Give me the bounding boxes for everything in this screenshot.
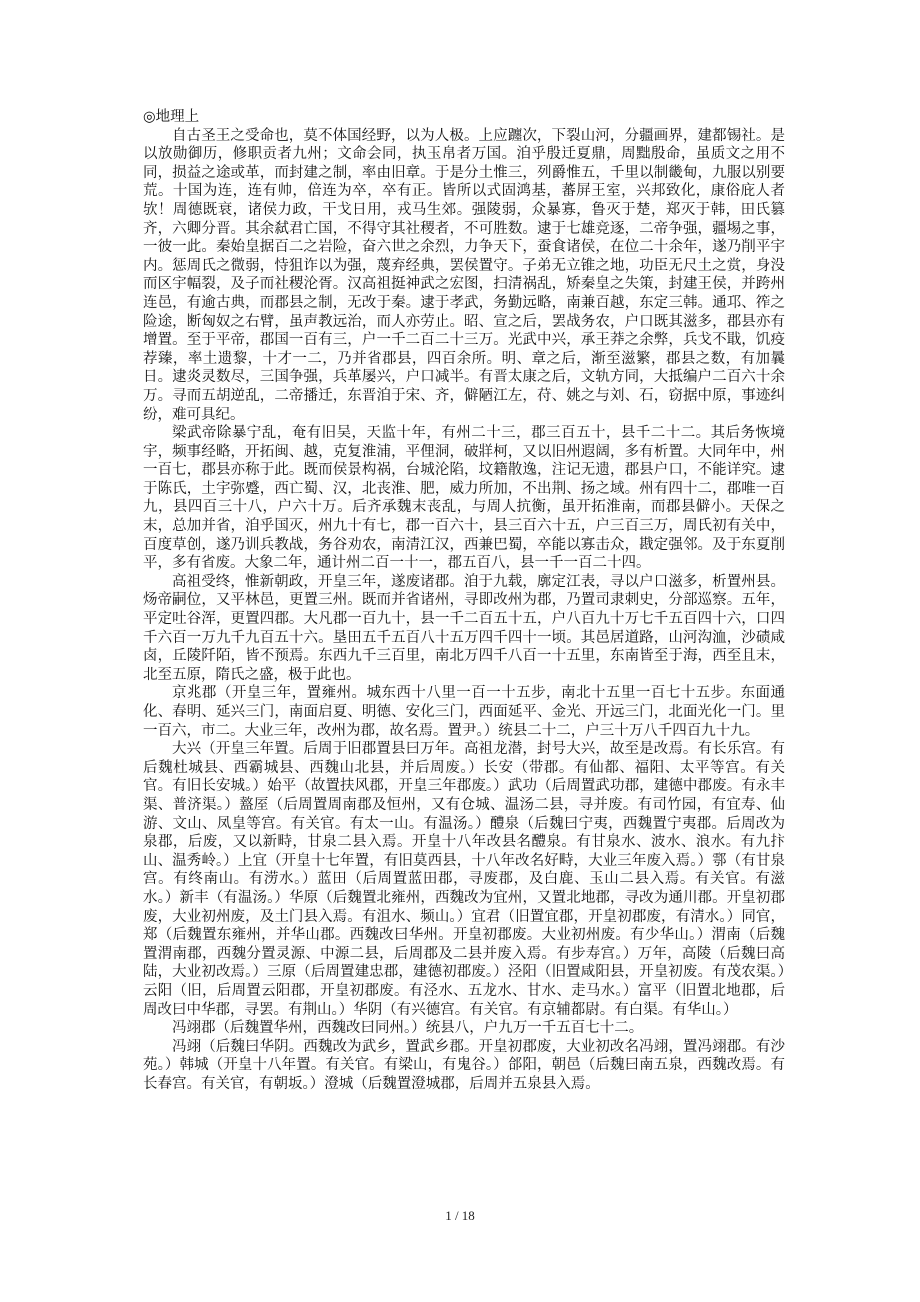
paragraph-jingzhao-counties: 大兴（开皇三年置。后周于旧郡置县曰万年。高祖龙潜，封号大兴，故至是改焉。有长乐宫。有后魏杜城县、西霸城县、西魏山北县，并后周废。）长安（带郡。有仙都、福阳、太平等宫。有关官。有旧长安城。）始平（故置扶风郡，开皇三年郡废。）武功（后周置武功郡，建德中郡废。有永丰渠、普济渠。）盩厔（后周置周南郡及恒州，又有仓城、温汤二县，寻并废。有司竹园，有宜寿、仙游、文山、凤皇等宫。有关官。有太一山。有温汤。）醴泉（后魏曰宁夷，西魏置宁夷郡。后周改为泉郡，后废，又以新畤，甘泉二县入焉。开皇十八年改县名醴泉。有甘泉水、波水、浪水。有九抃山、温秀岭。）上宜（开皇十七年置，有旧莫西县，十八年改名好畤，大业三年废入焉。）鄠（有甘泉宫。有终南山。有涝水。）蓝田（后周置蓝田郡，寻废郡，及白鹿、玉山二县入焉。有关官。有滋水。）新丰（有温汤。）华原（后魏置北雍州，西魏改为宜州，又置北地郡，寻改为通川郡。开皇初郡废，大业初州废，及土门县入焉。有沮水、频山。）宜君（旧置宜郡，开皇初郡废，有清水。）同官，郑（后魏置东雍州，并华山郡。西魏改曰华州。开皇初郡废。大业初州废。有少华山。）渭南（后魏置渭南郡，西魏分置灵源、中源二县，后周郡及二县并废入焉。有步寿宫。）万年，高陵（后魏曰高陆，大业初改焉。）三原（后周置建忠郡，建德初郡废。）泾阳（旧置咸阳县，开皇初废。有茂农渠。）云阳（旧，后周置云阳郡，开皇初郡废。有泾水、五龙水、甘水、走马水。）富平（旧置北地郡，后周改曰中华郡，寻罢。有荆山。）华阴（有兴德宫。有关官。有京辅都尉。有白渠。有华山。） [143, 741, 785, 1018]
paragraph-jingzhao-commandery: 京兆郡（开皇三年，置雍州。城东西十八里一百一十五步，南北十五里一百七十五步。东面通化、春明、延兴三门，南面启夏、明德、安化三门，西面延平、金光、开远三门，北面光化一门。里一百六，市二。大业三年，改州为郡，故名焉。置尹。）统县二十二，户三十万八千四百九十九。 [143, 685, 785, 739]
paragraph-preface: 自古圣王之受命也，莫不体国经野，以为人极。上应躔次，下裂山河，分疆画界，建都锡社。是以放勋御历，修职贡者九州；文命会同，执玉帛者万国。洎乎殷迁夏鼎，周黜殷命，虽质文之用不同，损益之途或革，而封建之制，率由旧章。于是分土惟三，列爵惟五，千里以制畿甸，九服以别要荒。十国为连，连有帅，倍连为卒，卒有正。皆所以式固鸿基，蕃屏王室，兴邦致化，康俗庇人者欤！周德既衰，诸侯力政，干戈日用，戎马生郊。强陵弱，众暴寡，鲁灭于楚，郑灭于韩，田氏篡齐，六卿分晋。其余弑君亡国，不得守其社稷者，不可胜数。逮于七雄竞逐，二帝争强，疆埸之事，一彼一此。秦始皇据百二之岩险，奋六世之余烈，力争天下，蚕食诸侯，在位二十余年，遂乃削平宇内。惩周氏之微弱，恃狙诈以为强，蔑弃经典，罢侯置守。子弟无立锥之地，功臣无尺土之赏，身没而区宇幅裂，及子而社稷沦胥。汉高祖挺神武之宏图，扫清祸乱，矫秦皇之失策，封建王侯，并跨州连邑，有逾古典，而郡县之制，无改于秦。逮于孝武，务勤远略，南兼百越，东定三韩。通邛、筰之险途，断匈奴之右臂，虽声教远治，而人亦劳止。昭、宣之后，罢战务农，户口既其滋多，郡县亦有增置。至于平帝，郡国一百有三，户一千二百二十三万。光武中兴，承王莽之余弊，兵戈不戢，饥疫荐臻，率土遗黎，十才一二，乃并省郡县，四百余所。明、章之后，渐至滋繁，郡县之数，有加曩日。逮炎灵数尽，三国争强，兵革屡兴，户口减半。有晋太康之后，文轨方同，大抵编户二百六十余万。寻而五胡逆乱，二帝播迁，东晋洎于宋、齐，僻陋江左，苻、姚之与刘、石，窃据中原，事迹纠纷，难可具纪。 [143, 127, 785, 423]
paragraph-sui-gaozu: 高祖受终，惟新朝政，开皇三年，遂废诸郡。洎于九载，廓定江表，寻以户口滋多，析置州县。炀帝嗣位，又平林邑，更置三州。既而并省诸州，寻即改州为郡，乃置司隶刺史，分部巡察。五年，平定吐谷浑，更置四郡。大凡郡一百九十，县一千二百五十五，户八百九十万七千五百四十六，口四千六百一万九千九百五十六。垦田五千五百八十五万四千四十一顷。其邑居道路，山河沟洫，沙碛咸卤，丘陵阡陌，皆不预焉。东西九千三百里，南北万四千八百一十五里，东南皆至于海，西至且末，北至五原，隋氏之盛，极于此也。 [143, 573, 785, 683]
paragraph-fengyi-commandery: 冯翊郡（后魏置华州，西魏改曰同州。）统县八，户九万一千五百七十二。 [172, 1020, 644, 1037]
document-body [143, 108, 785, 1093]
paragraph-fengyi-counties: 冯翊（后魏曰华阴。西魏改为武乡，置武乡郡。开皇初郡废，大业初改名冯翊，置冯翊郡。有沙苑。）韩城（开皇十八年置。有关官。有梁山，有鬼谷。）郃阳，朝邑（后魏曰南五泉，西魏改焉。有长春宫。有关官，有朝坂。）澄城（后魏置澄城郡，后周并五泉县入焉。 [143, 1038, 785, 1092]
paragraph-liang-chen-qi-zhou: 梁武帝除暴宁乱，奄有旧吴，天监十年，有州二十三，郡三百五十，县千二十二。其后务恢境宇，频事经略，开拓闽、越，克复淮浦，平俚洞，破牂柯，又以旧州遐阔，多有析置。大同年中，州一百七，郡县亦称于此。既而侯景构祸，台城沦陷，坟籍散逸，注记无遗，郡县户口，不能详究。逮于陈氏，土宇弥蹙，西亡蜀、汉，北丧淮、肥，威力所加，不出荆、扬之域。州有四十二，郡唯一百九，县四百三十八，户六十万。后齐承魏末丧乱，与周人抗衡，虽开拓淮南，而郡县僻小。天保之末，总加并省，洎乎国灭，州九十有七，郡一百六十，县三百六十五，户三百三万，周氏初有关中，百度草创，遂乃训兵教战，务谷劝农，南清江汉，西兼巴蜀，卒能以寡击众，戡定强邻。及于东夏削平，多有省废。大象二年，通计州二百一十一，郡五百八，县一千一百二十四。 [143, 425, 785, 572]
section-heading: ◎地理上 [143, 109, 200, 125]
page-number: 1 / 18 [445, 1208, 475, 1223]
